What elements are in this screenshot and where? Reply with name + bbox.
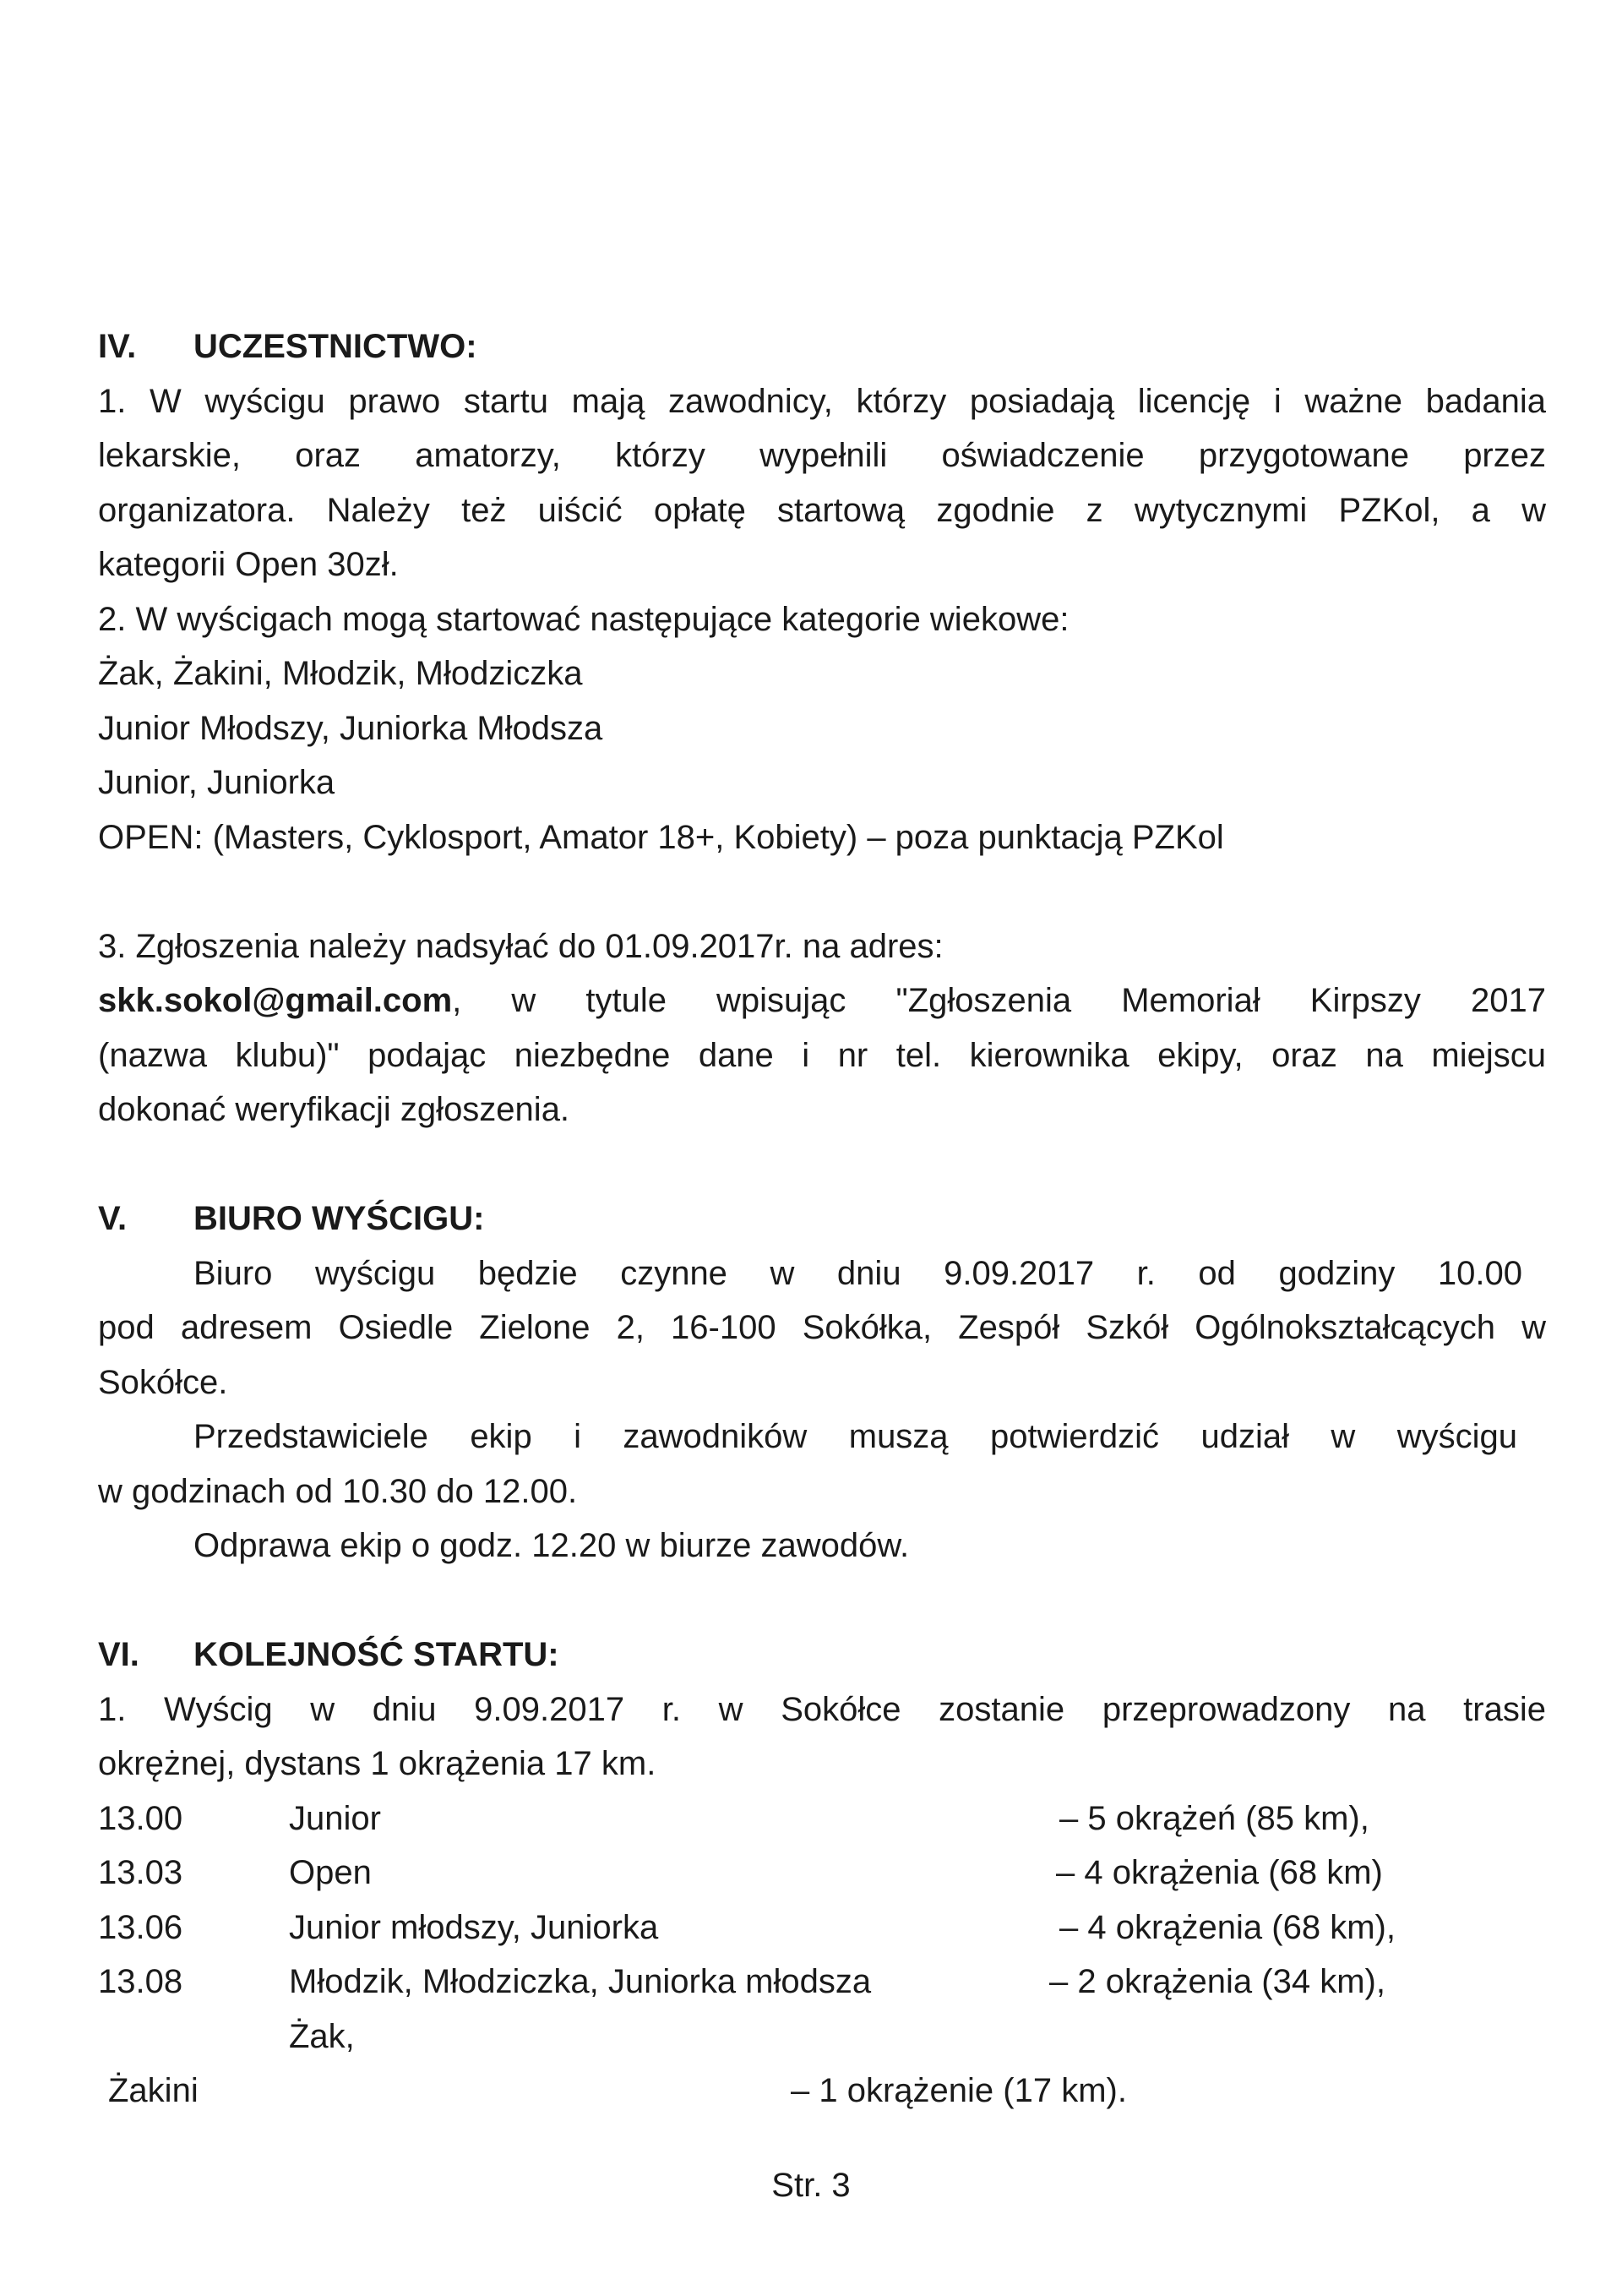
schedule-category: Junior młodszy, Juniorka bbox=[289, 1908, 659, 1946]
schedule-row bbox=[98, 2010, 1546, 2064]
schedule-category: Żak, bbox=[289, 2017, 355, 2055]
section-heading-biuro bbox=[98, 1192, 1546, 1246]
schedule-distance: – 4 okrążenia (68 km) bbox=[1056, 1854, 1383, 1891]
schedule-distance: – 5 okrążeń (85 km), bbox=[1059, 1799, 1369, 1837]
section-number: V. bbox=[98, 1200, 128, 1237]
paragraph-line: kategorii Open 30zł. bbox=[98, 546, 399, 583]
paragraph-line: organizatora. Należy też uiścić opłatę startową zgodnie z wytycznymi PZKol, a w bbox=[98, 491, 1546, 529]
email-address[interactable]: skk.sokol@gmail.com bbox=[98, 982, 453, 1019]
registration-line bbox=[98, 973, 1546, 1028]
schedule-time: 13.03 bbox=[98, 1854, 183, 1891]
page-number: Str. 3 bbox=[771, 2167, 851, 2204]
section-title: BIURO WYŚCIGU: bbox=[193, 1200, 485, 1237]
schedule-row bbox=[98, 1792, 1546, 1846]
paragraph-line: 1. Wyścig w dniu 9.09.2017 r. w Sokółce zostanie przeprowadzony na trasie bbox=[98, 1690, 1546, 1728]
paragraph-line: Odprawa ekip o godz. 12.20 w biurze zawodów. bbox=[193, 1527, 910, 1564]
registration-intro: 3. Zgłoszenia należy nadsyłać do 01.09.2017r. na adres: bbox=[98, 927, 944, 965]
paragraph-line: (nazwa klubu)" podając niezbędne dane i nr tel. kierownika ekipy, oraz na miejscu bbox=[98, 1036, 1546, 1074]
schedule-distance: – 1 okrążenie (17 km). bbox=[791, 2072, 1127, 2109]
schedule-row bbox=[98, 1955, 1546, 2010]
schedule-category: Open bbox=[289, 1854, 372, 1891]
category-line: Żak, Żakini, Młodzik, Młodziczka bbox=[98, 655, 583, 692]
category-line: Junior, Juniorka bbox=[98, 764, 335, 801]
category-line: OPEN: (Masters, Cyklosport, Amator 18+, Kobiety) – poza punktacją PZKol bbox=[98, 818, 1224, 856]
paragraph-line: pod adresem Osiedle Zielone 2, 16-100 Sokółka, Zespół Szkół Ogólnokształcących w bbox=[98, 1309, 1546, 1346]
schedule-category: Junior bbox=[289, 1799, 381, 1837]
schedule-row bbox=[98, 1901, 1546, 1955]
schedule-category: Żakini bbox=[108, 2072, 199, 2109]
section-heading-uczestnictwo bbox=[98, 319, 1546, 374]
section-title: UCZESTNICTWO: bbox=[193, 328, 477, 365]
paragraph-line: lekarskie, oraz amatorzy, którzy wypełnili oświadczenie przygotowane przez bbox=[98, 437, 1546, 474]
paragraph-line: Biuro wyścigu będzie czynne w dniu 9.09.2017 r. od godziny 10.00 bbox=[193, 1254, 1522, 1292]
section-number: IV. bbox=[98, 328, 137, 365]
schedule-distance: – 2 okrążenia (34 km), bbox=[1049, 1963, 1385, 2000]
categories-intro: 2. W wyścigach mogą startować następujące kategorie wiekowe: bbox=[98, 600, 1070, 638]
schedule-time: 13.00 bbox=[98, 1799, 183, 1837]
paragraph-line: 1. W wyścigu prawo startu mają zawodnicy, którzy posiadają licencję i ważne badania bbox=[98, 382, 1546, 420]
schedule-distance: – 4 okrążenia (68 km), bbox=[1059, 1908, 1396, 1946]
schedule-category: Młodzik, Młodziczka, Juniorka młodsza bbox=[289, 1963, 872, 2000]
section-heading-kolejnosc bbox=[98, 1628, 1546, 1682]
paragraph-line: w godzinach od 10.30 do 12.00. bbox=[98, 1472, 578, 1510]
section-number: VI. bbox=[98, 1636, 139, 1673]
schedule-time: 13.06 bbox=[98, 1908, 183, 1946]
paragraph-line: okrężnej, dystans 1 okrążenia 17 km. bbox=[98, 1745, 656, 1782]
paragraph-line: Sokółce. bbox=[98, 1363, 228, 1401]
paragraph-line: dokonać weryfikacji zgłoszenia. bbox=[98, 1091, 570, 1128]
schedule-row bbox=[98, 1846, 1546, 1901]
schedule-time: 13.08 bbox=[98, 1963, 183, 2000]
schedule-row bbox=[98, 2064, 1546, 2119]
section-title: KOLEJNOŚĆ STARTU: bbox=[193, 1636, 559, 1673]
document-page bbox=[98, 319, 1546, 2119]
category-line: Junior Młodszy, Juniorka Młodsza bbox=[98, 709, 603, 747]
registration-text: , w tytule wpisując "Zgłoszenia Memoriał Kirpszy 2017 bbox=[452, 982, 1546, 1019]
paragraph-line: Przedstawiciele ekip i zawodników muszą potwierdzić udział w wyścigu bbox=[193, 1418, 1517, 1455]
